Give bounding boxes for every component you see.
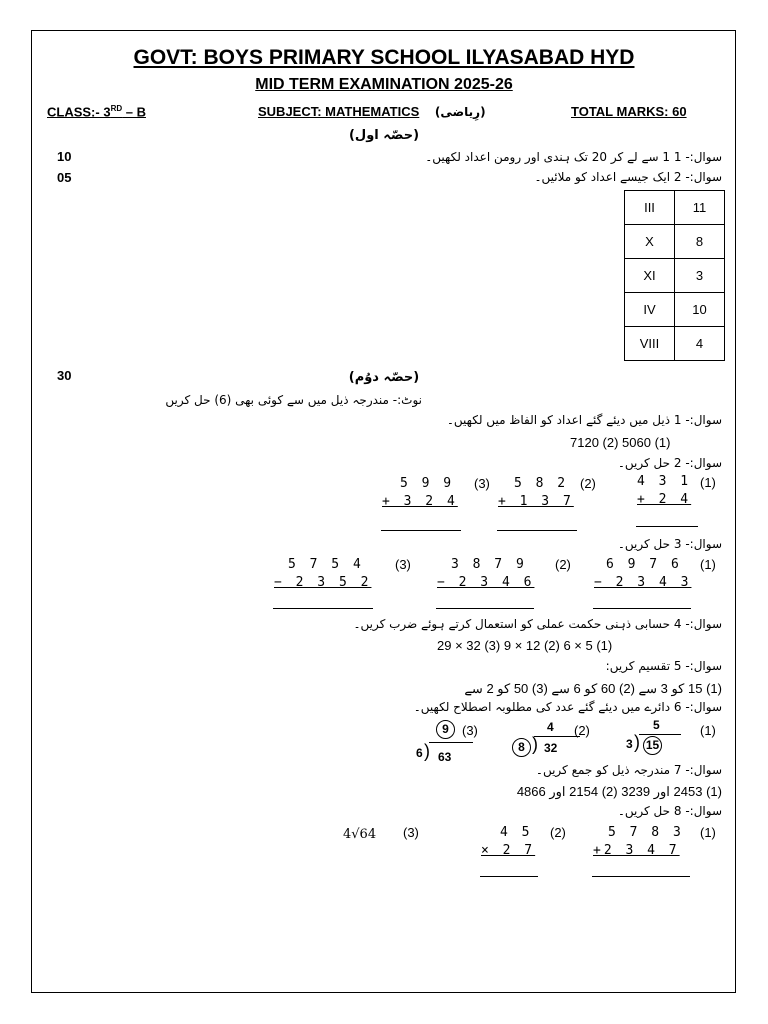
q6-a-num: (1) — [700, 723, 716, 738]
subject-label — [258, 104, 486, 119]
q3-a-num: (1) — [700, 557, 716, 572]
school-title: GOVT: BOYS PRIMARY SCHOOL ILYASABAD HYD — [133, 46, 635, 69]
q6-text: سوال:- 6 دائرے میں دیئے گئے عدد کی مطلوبہ اصطلاح لکھیں۔ — [413, 700, 722, 714]
q6-a-bar — [639, 734, 681, 735]
q2-a-answer-line — [636, 526, 698, 527]
q6-a-divisor: 3 — [626, 737, 633, 751]
q6-c-dividend: 63 — [438, 750, 452, 764]
roman-cell: III — [625, 191, 675, 225]
part2-marks: 30 — [57, 368, 72, 383]
q8-b-bot: × 2 7 — [481, 843, 536, 858]
q6-c-quotient: 9 — [442, 722, 449, 736]
part1-title: (حصّہ اول) — [348, 128, 420, 143]
q2-a-num: (1) — [700, 475, 716, 490]
match-row — [625, 191, 725, 225]
number-cell: 8 — [675, 225, 725, 259]
q2-b-bot: + 1 3 7 — [498, 494, 574, 509]
part1-marks-q2: 05 — [57, 170, 72, 185]
match-row — [625, 293, 725, 327]
q8-b-num: (2) — [550, 825, 566, 840]
q2-c-top: 5 9 9 — [400, 476, 455, 491]
q8-a-bot: +2 3 4 7 — [593, 843, 680, 858]
q8-b-top: 4 5 — [500, 825, 533, 840]
part1-q2: سوال:- 2 ایک جیسے اعداد کو ملائیں۔ — [534, 170, 722, 184]
part1-q1: سوال:- 1 1 سے لے کر 20 تک ہندی اور رومن اعداد لکھیں۔ — [425, 150, 722, 164]
class-sup: RD — [110, 104, 123, 113]
number-cell: 11 — [675, 191, 725, 225]
q3-a-top: 6 9 7 6 — [606, 557, 682, 572]
class-text: CLASS:- 3 — [47, 104, 111, 120]
q8-a-top: 5 7 8 3 — [608, 825, 684, 840]
roman-cell: IV — [625, 293, 675, 327]
q2-b-num: (2) — [580, 476, 596, 491]
q3-b-num: (2) — [555, 557, 571, 572]
q3-c-answer-line — [273, 608, 373, 609]
q6-b-quotient: 4 — [547, 720, 554, 734]
subject-urdu: (رِیاضی) — [434, 105, 486, 119]
exam-title: MID TERM EXAMINATION 2025-26 — [255, 76, 513, 93]
q6-c-bar — [429, 742, 473, 743]
match-row — [625, 259, 725, 293]
q2-c-answer-line — [381, 530, 461, 531]
q8-text: سوال:- 8 حل کریں۔ — [617, 804, 722, 818]
q6-a-quotient: 5 — [653, 718, 660, 732]
q6-c-bracket: ) — [424, 741, 430, 761]
q2-c-bot: + 3 2 4 — [382, 494, 458, 509]
class-section: – B — [122, 104, 146, 120]
q3-b-bot: − 2 3 4 6 — [437, 575, 535, 590]
q1-text: سوال:- 1 ذیل میں دیئے گئے اعداد کو الفاظ میں لکھیں۔ — [446, 413, 722, 427]
q8-c-sqrt: 4√64 — [343, 827, 377, 842]
number-cell: 3 — [675, 259, 725, 293]
q6-a-bracket: ) — [634, 732, 640, 752]
q5-items: (1) 15 کو 3 سے (2) 60 کو 6 سے (3) 50 کو 2 سے — [464, 681, 722, 696]
q3-c-top: 5 7 5 4 — [288, 557, 364, 572]
matching-table — [624, 190, 725, 361]
subject-text: SUBJECT: MATHEMATICS — [258, 104, 420, 119]
roman-cell: XI — [625, 259, 675, 293]
q3-a-bot: − 2 3 4 3 — [594, 575, 692, 590]
q3-c-bot: − 2 3 5 2 — [274, 575, 372, 590]
q2-a-bot: + 2 4 — [637, 492, 692, 507]
q7-items: (1) 2453 اور 3239 (2) 2154 اور 4866 — [516, 784, 722, 799]
roman-cell: X — [625, 225, 675, 259]
q6-b-bracket: ) — [532, 734, 538, 754]
q8-c-num: (3) — [403, 825, 419, 840]
q6-c-divisor: 6 — [416, 746, 423, 760]
q3-b-answer-line — [436, 608, 534, 609]
q7-text: سوال:- 7 مندرجہ ذیل کو جمع کریں۔ — [535, 763, 722, 777]
part2-title: (حصّہ دوُم) — [348, 370, 420, 385]
q3-text: سوال:- 3 حل کریں۔ — [617, 537, 722, 551]
part1-marks-q1: 10 — [57, 149, 72, 164]
q6-c-num: (3) — [462, 723, 478, 738]
q2-c-num: (3) — [474, 476, 490, 491]
q4-items: 29 × 32 (3) 9 × 12 (2) 6 × 5 (1) — [437, 638, 613, 653]
q6-b-bar — [534, 736, 580, 737]
q2-a-top: 4 3 1 — [637, 474, 692, 489]
q5-text: سوال:- 5 تقسیم کریں: — [605, 659, 722, 673]
q6-a-dividend: 15 — [645, 738, 660, 752]
q2-b-answer-line — [497, 530, 577, 531]
q6-c-quotient-circle — [436, 720, 455, 739]
q4-text: سوال:- 4 حسابی ذہنی حکمت عملی کو استعمال کرتے ہوئے ضرب کریں۔ — [353, 617, 722, 631]
q6-b-divisor: 8 — [518, 740, 525, 754]
q3-b-top: 3 8 7 9 — [451, 557, 527, 572]
q3-a-answer-line — [593, 608, 691, 609]
q8-a-answer-line — [592, 876, 690, 877]
q6-b-divisor-circle — [512, 738, 531, 757]
q1-items: 7120 (2) 5060 (1) — [570, 435, 671, 450]
part2-note: نوٹ:- مندرجہ ذیل میں سے کوئی بھی (6) حل کریں — [165, 393, 422, 407]
q2-b-top: 5 8 2 — [514, 476, 569, 491]
match-row — [625, 327, 725, 361]
class-label — [47, 104, 146, 119]
roman-cell: VIII — [625, 327, 675, 361]
total-marks: TOTAL MARKS: 60 — [571, 104, 687, 119]
q8-a-num: (1) — [700, 825, 716, 840]
q2-text: سوال:- 2 حل کریں۔ — [617, 456, 722, 470]
q3-c-num: (3) — [395, 557, 411, 572]
q6-b-dividend: 32 — [544, 741, 558, 755]
number-cell: 10 — [675, 293, 725, 327]
number-cell: 4 — [675, 327, 725, 361]
q6-a-dividend-circle — [643, 736, 662, 755]
q8-b-answer-line — [480, 876, 538, 877]
match-row — [625, 225, 725, 259]
q6-b-num: (2) — [574, 723, 590, 738]
